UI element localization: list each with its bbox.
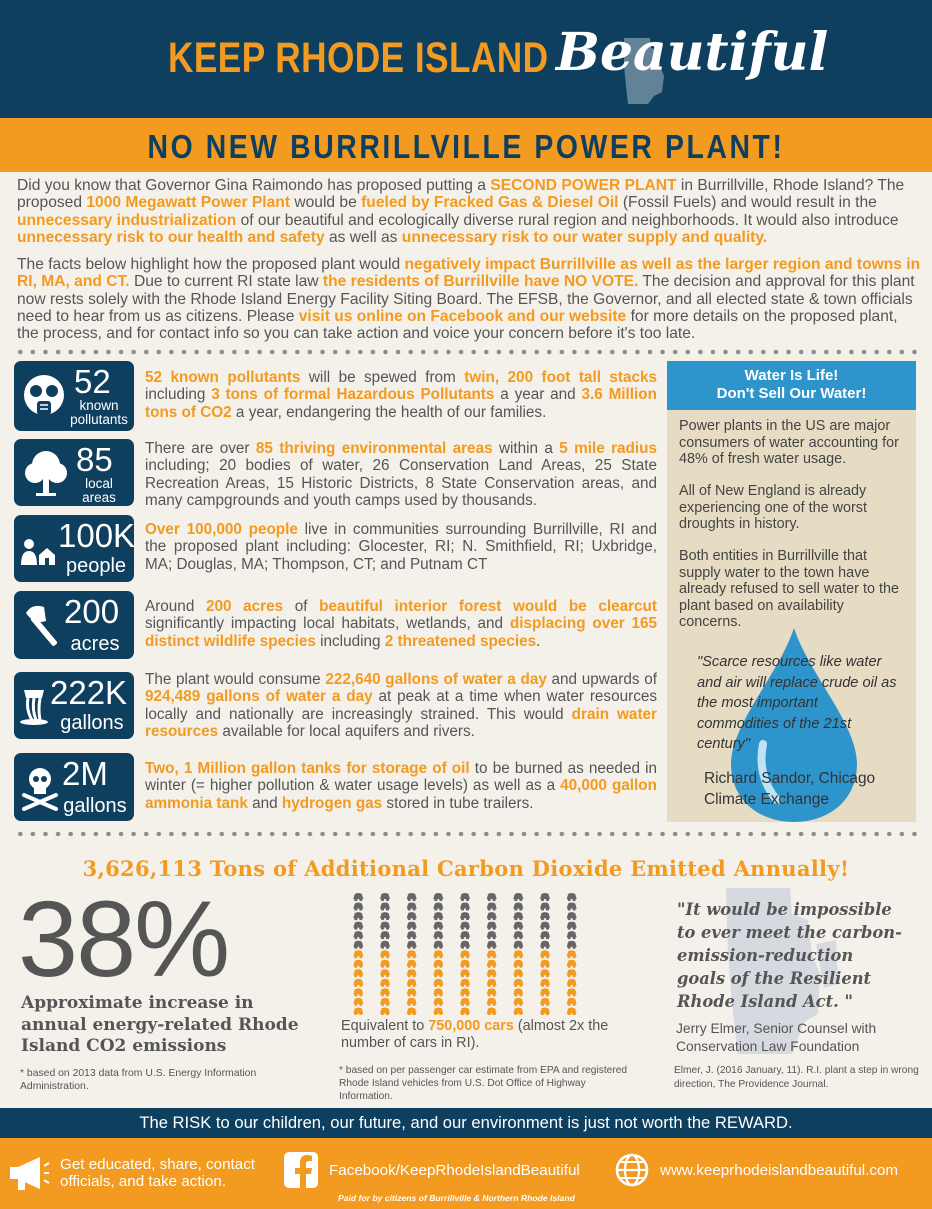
car-icon bbox=[407, 903, 417, 911]
highlight-text: displacing over 165 distinct wildlife species bbox=[145, 615, 658, 650]
car-icon bbox=[567, 941, 577, 949]
car-icon bbox=[433, 960, 443, 968]
car-icon bbox=[407, 893, 417, 901]
dotted-divider bbox=[14, 349, 918, 355]
car-icon bbox=[487, 893, 497, 901]
car-icon bbox=[380, 912, 390, 920]
cars-description bbox=[341, 1018, 611, 1051]
car-icon bbox=[353, 922, 363, 930]
car-icon bbox=[540, 950, 550, 958]
water-sidebar bbox=[667, 361, 916, 822]
body-text: would be bbox=[290, 194, 362, 212]
car-icon bbox=[460, 1007, 470, 1015]
stat-badge-oil bbox=[14, 753, 134, 821]
car-icon bbox=[487, 912, 497, 920]
stat-badge-areas bbox=[14, 439, 134, 506]
sidebar-paragraph-3: Both entities in Burrillville that supply water to the town have already refused to sell water to the plant based on availability concerns. bbox=[679, 548, 899, 630]
car-icon bbox=[460, 950, 470, 958]
car-icon bbox=[540, 969, 550, 977]
globe-icon bbox=[614, 1152, 650, 1188]
car-icon bbox=[353, 950, 363, 958]
highlight-text: Over 100,000 people bbox=[145, 521, 298, 538]
car-icon bbox=[487, 998, 497, 1006]
stat-label: local areas bbox=[82, 476, 116, 505]
body-text: in Burrillville, Rhode Island? The proposed bbox=[17, 177, 905, 212]
body-text: There are over bbox=[145, 440, 256, 457]
car-icon bbox=[407, 1007, 417, 1015]
stat-badge-water bbox=[14, 672, 134, 739]
car-icon bbox=[460, 893, 470, 901]
car-icon bbox=[487, 941, 497, 949]
car-icon bbox=[407, 969, 417, 977]
car-icon bbox=[540, 931, 550, 939]
car-icon bbox=[407, 941, 417, 949]
sidebar-paragraph-1: Power plants in the US are major consumers of water accounting for 48% of fresh water usage. bbox=[679, 418, 899, 467]
percent-increase: 38% bbox=[18, 878, 229, 999]
body-text: Due to current RI state law bbox=[129, 273, 323, 291]
highlight-text: 52 known pollutants bbox=[145, 369, 301, 386]
body-text: The facts below highlight how the proposed plant would bbox=[17, 256, 405, 273]
car-icon bbox=[567, 988, 577, 996]
body-text: a year, endangering the health of our families. bbox=[231, 403, 547, 421]
stat-number: 222K bbox=[50, 674, 128, 711]
car-icon bbox=[380, 941, 390, 949]
sidebar-quote-author: Richard Sandor, Chicago Climate Exchange bbox=[704, 770, 876, 808]
car-icon bbox=[380, 903, 390, 911]
body-text: Equivalent to bbox=[341, 1018, 429, 1034]
highlight-text: 40,000 gallon ammonia tank bbox=[145, 777, 657, 812]
stat-number: 200 bbox=[64, 593, 120, 630]
gas-mask-icon bbox=[22, 373, 66, 421]
car-icon bbox=[380, 950, 390, 958]
car-icon bbox=[433, 893, 443, 901]
car-icon bbox=[353, 979, 363, 987]
car-icon bbox=[487, 931, 497, 939]
elmer-quote: "It would be impossible to ever meet the carbon-emission-reduction goals of the Resilient Rhode Island Act. " bbox=[677, 900, 902, 1011]
water-drain-icon bbox=[18, 686, 50, 726]
car-icon bbox=[513, 950, 523, 958]
body-text: The decision and approval for this plant now rests solely with the Rhode Island Energy Facility Siting Board. The EFSB, the Governor, and all elected state & town officials need to hear from us as citizens. Please bbox=[17, 273, 915, 325]
car-icon bbox=[433, 931, 443, 939]
stat-label: gallons bbox=[60, 712, 124, 734]
header bbox=[0, 0, 932, 118]
car-icon bbox=[460, 960, 470, 968]
car-icon bbox=[540, 988, 550, 996]
stat-text-pollutants bbox=[145, 369, 657, 421]
body-text: of bbox=[283, 598, 320, 615]
car-icon bbox=[407, 960, 417, 968]
tree-icon bbox=[22, 447, 70, 499]
stat-badge-people bbox=[14, 515, 134, 582]
body-text: . bbox=[536, 632, 541, 650]
car-icon bbox=[540, 903, 550, 911]
car-icon bbox=[433, 1007, 443, 1015]
car-icon bbox=[353, 1007, 363, 1015]
paid-for-disclaimer: Paid for by citizens of Burrillville & Northern Rhode Island bbox=[338, 1193, 575, 1203]
highlight-text: 85 thriving environmental areas bbox=[255, 440, 493, 457]
car-icon bbox=[407, 922, 417, 930]
car-icon bbox=[487, 988, 497, 996]
facebook-link[interactable]: Facebook/KeepRhodeIslandBeautiful bbox=[329, 1162, 580, 1179]
stat-label: gallons bbox=[63, 795, 127, 817]
car-icon bbox=[407, 979, 417, 987]
highlight-text: unnecessary industrialization bbox=[17, 211, 237, 229]
stat-number: 52 bbox=[74, 363, 111, 400]
car-icon bbox=[513, 1007, 523, 1015]
body-text: including bbox=[315, 632, 385, 650]
car-icon bbox=[433, 969, 443, 977]
body-text: stored in tube trailers. bbox=[382, 794, 534, 812]
footer-call-to-action bbox=[60, 1156, 255, 1190]
car-icon bbox=[540, 922, 550, 930]
sidebar-paragraph-2: All of New England is already experiencing one of the worst droughts in history. bbox=[679, 483, 867, 532]
stat-badge-pollutants bbox=[14, 361, 134, 431]
megaphone-icon bbox=[8, 1154, 50, 1192]
car-icon bbox=[487, 922, 497, 930]
car-icon bbox=[513, 960, 523, 968]
car-icon bbox=[460, 998, 470, 1006]
highlight-text: 3.6 Million tons of CO2 bbox=[145, 386, 657, 421]
body-text: Around bbox=[145, 598, 206, 615]
car-icon bbox=[380, 931, 390, 939]
car-icon bbox=[353, 998, 363, 1006]
car-icon bbox=[567, 893, 577, 901]
highlight-text: 1000 Megawatt Power Plant bbox=[86, 194, 291, 212]
car-icon bbox=[460, 912, 470, 920]
website-link[interactable]: www.keeprhodeislandbeautiful.com bbox=[660, 1162, 899, 1179]
car-icon bbox=[513, 969, 523, 977]
people-home-icon bbox=[20, 537, 56, 569]
car-icon bbox=[407, 912, 417, 920]
highlight-text: drain water resources bbox=[145, 705, 657, 740]
body-text: at peak at a time when water resources locally and nationally are increasingly strained. This would bbox=[145, 688, 657, 723]
body-text: as well as bbox=[324, 228, 402, 246]
body-text: live in communities surrounding Burrillville, RI and the proposed plant including: Glocester, RI; N. Smithfield, RI; Uxbridge, MA; Douglas, MA; Thompson, CT; and Putnam CT bbox=[145, 521, 657, 573]
car-icon bbox=[433, 922, 443, 930]
car-icon bbox=[487, 903, 497, 911]
body-text: including; 20 bodies of water, 26 Conservation Land Areas, 25 State Recreation Areas, 15 Historic Districts, 8 State Conservation areas, and many campgrounds and youth camps used by thousands. bbox=[145, 457, 657, 509]
car-icon bbox=[353, 941, 363, 949]
car-icon bbox=[353, 988, 363, 996]
stat-number: 85 bbox=[76, 441, 113, 478]
cars-footnote: * based on per passenger car estimate from EPA and registered Rhode Island vehicles from U.S. Dot Office of Highway Information. bbox=[339, 1065, 628, 1102]
car-icon bbox=[567, 998, 577, 1006]
car-icon bbox=[513, 941, 523, 949]
stat-number: 100K bbox=[58, 517, 136, 554]
car-icon bbox=[487, 979, 497, 987]
car-icon bbox=[513, 931, 523, 939]
stat-text-water bbox=[145, 671, 657, 740]
car-icon bbox=[567, 960, 577, 968]
car-icon bbox=[353, 960, 363, 968]
car-icon bbox=[433, 979, 443, 987]
car-icon bbox=[540, 1007, 550, 1015]
footer bbox=[0, 1138, 932, 1209]
highlight-text: unnecessary risk to our health and safety bbox=[17, 228, 325, 246]
sidebar-header bbox=[667, 361, 916, 410]
car-icon bbox=[540, 960, 550, 968]
car-icon bbox=[487, 969, 497, 977]
car-icon bbox=[460, 922, 470, 930]
highlight-text: twin, 200 foot tall stacks bbox=[464, 369, 658, 386]
headline-banner bbox=[0, 118, 932, 172]
highlight-text: visit us online on Facebook and our website bbox=[298, 307, 627, 325]
header-title: KEEP RHODE ISLAND bbox=[168, 34, 549, 82]
car-icon bbox=[513, 922, 523, 930]
car-icon bbox=[487, 960, 497, 968]
car-icon bbox=[433, 903, 443, 911]
car-icon bbox=[380, 922, 390, 930]
stat-text-people bbox=[145, 521, 657, 573]
highlight-text: beautiful interior forest would be clearcut bbox=[319, 598, 657, 615]
highlight-text: 5 mile radius bbox=[559, 440, 658, 457]
highlight-text: SECOND POWER PLANT bbox=[490, 177, 677, 194]
car-icon bbox=[567, 922, 577, 930]
car-icon bbox=[487, 950, 497, 958]
highlight-text: 200 acres bbox=[205, 598, 284, 615]
body-text: will be spewed from bbox=[300, 369, 465, 386]
car-icon bbox=[353, 903, 363, 911]
car-icon bbox=[540, 998, 550, 1006]
car-icon bbox=[460, 931, 470, 939]
highlight-text: unnecessary risk to our water supply and quality. bbox=[401, 228, 768, 246]
body-text: significantly impacting local habitats, wetlands, and bbox=[145, 615, 510, 633]
intro-paragraph-1 bbox=[17, 177, 922, 246]
dotted-divider bbox=[14, 831, 918, 837]
body-text: The plant would consume bbox=[145, 671, 326, 688]
body-text: (Fossil Fuels) and would result in the bbox=[618, 194, 877, 212]
car-icon bbox=[567, 912, 577, 920]
stat-text-oil bbox=[145, 760, 657, 812]
car-icon bbox=[353, 893, 363, 901]
car-icon bbox=[433, 941, 443, 949]
car-icon bbox=[353, 931, 363, 939]
highlight-text: negatively impact Burrillville as well as the larger region and towns in RI, MA, and CT. bbox=[17, 256, 921, 291]
car-icon bbox=[380, 1007, 390, 1015]
facebook-icon[interactable] bbox=[284, 1152, 318, 1188]
co2-title: 3,626,113 Tons of Additional Carbon Dioxide Emitted Annually! bbox=[82, 856, 850, 881]
body-text: available for local aquifers and rivers. bbox=[218, 722, 475, 740]
highlight-text: 750,000 cars bbox=[428, 1018, 514, 1034]
car-icon bbox=[540, 893, 550, 901]
car-icon bbox=[460, 979, 470, 987]
sidebar-quote: "Scarce resources like water and air will replace crude oil as the most important commodities of the 21st century" bbox=[697, 654, 897, 752]
car-icon bbox=[380, 960, 390, 968]
car-icon bbox=[460, 941, 470, 949]
car-icon bbox=[487, 1007, 497, 1015]
highlight-text: 222,640 gallons of water a day bbox=[325, 671, 547, 688]
body-text: for more details on the proposed plant, the process, and for contact info so you can take action and voice your concern before it's too late. bbox=[17, 307, 898, 343]
highlight-text: Two, 1 Million gallon tanks for storage of oil bbox=[145, 760, 470, 777]
highlight-text: fueled by Fracked Gas & Diesel Oil bbox=[361, 194, 619, 212]
car-icon bbox=[407, 998, 417, 1006]
footer-action-line1: Get educated, share, contact bbox=[60, 1156, 256, 1173]
car-icon bbox=[513, 998, 523, 1006]
car-icon bbox=[380, 979, 390, 987]
car-icon bbox=[433, 950, 443, 958]
car-icon bbox=[567, 1007, 577, 1015]
stat-text-areas bbox=[145, 440, 657, 509]
sidebar-title-line2: Don't Sell Our Water! bbox=[716, 385, 867, 402]
highlight-text: the residents of Burrillville have NO VOTE. bbox=[322, 273, 639, 291]
cars-grid bbox=[345, 891, 585, 1015]
car-icon bbox=[460, 969, 470, 977]
body-text: to be burned as needed in winter (= higher pollution & water usage levels) as well as a bbox=[145, 760, 657, 795]
car-icon bbox=[513, 893, 523, 901]
body-text: including bbox=[145, 386, 212, 404]
car-icon bbox=[380, 988, 390, 996]
footer-action-line2: officials, and take action. bbox=[60, 1173, 227, 1190]
highlight-text: 2 threatened species bbox=[384, 632, 537, 650]
car-icon bbox=[380, 893, 390, 901]
body-text: and upwards of bbox=[546, 671, 657, 688]
car-icon bbox=[433, 998, 443, 1006]
elmer-quote-source: Elmer, J. (2016 January, 11). R.I. plant a step in wrong direction, The Providence Journal. bbox=[674, 1065, 919, 1090]
car-icon bbox=[567, 950, 577, 958]
percent-description: Approximate increase in annual energy-related Rhode Island CO2 emissions bbox=[21, 993, 299, 1057]
car-icon bbox=[407, 931, 417, 939]
stat-label: people bbox=[65, 555, 127, 577]
car-icon bbox=[540, 979, 550, 987]
car-icon bbox=[407, 950, 417, 958]
car-icon bbox=[380, 969, 390, 977]
car-icon bbox=[433, 912, 443, 920]
highlight-text: 924,489 gallons of water a day bbox=[145, 688, 373, 706]
stat-label: acres bbox=[70, 633, 120, 655]
car-icon bbox=[460, 903, 470, 911]
stat-number: 2M bbox=[62, 755, 108, 792]
car-icon bbox=[513, 903, 523, 911]
highlight-text: 3 tons of formal Hazardous Pollutants bbox=[211, 386, 495, 404]
elmer-quote-author: Jerry Elmer, Senior Counsel with Conservation Law Foundation bbox=[676, 1021, 877, 1054]
car-icon bbox=[513, 912, 523, 920]
highlight-text: hydrogen gas bbox=[281, 794, 383, 812]
car-icon bbox=[513, 979, 523, 987]
car-icon bbox=[513, 988, 523, 996]
sidebar-title-line1: Water Is Life! bbox=[744, 367, 839, 384]
car-icon bbox=[433, 988, 443, 996]
body-text: within a bbox=[492, 440, 560, 457]
body-text: (almost 2x the number of cars in RI). bbox=[341, 1018, 609, 1051]
intro-paragraph-2 bbox=[17, 256, 922, 342]
percent-footnote: * based on 2013 data from U.S. Energy Information Administration. bbox=[20, 1068, 257, 1092]
body-text: a year and bbox=[494, 386, 582, 404]
car-icon bbox=[567, 903, 577, 911]
car-icon bbox=[353, 912, 363, 920]
stat-badge-acres bbox=[14, 591, 134, 659]
stat-text-acres bbox=[145, 598, 657, 650]
car-icon bbox=[540, 941, 550, 949]
car-icon bbox=[380, 998, 390, 1006]
car-icon bbox=[567, 969, 577, 977]
car-icon bbox=[540, 912, 550, 920]
body-text: and bbox=[247, 794, 282, 812]
risk-banner: The RISK to our children, our future, and our environment is just not worth the REWARD. bbox=[0, 1108, 932, 1138]
skull-crossbones-icon bbox=[20, 765, 60, 811]
axe-icon bbox=[22, 603, 66, 649]
car-icon bbox=[407, 988, 417, 996]
car-icon bbox=[567, 931, 577, 939]
stat-label: known pollutants bbox=[70, 398, 128, 427]
car-icon bbox=[353, 969, 363, 977]
header-script-title: Beautiful bbox=[556, 22, 829, 83]
car-icon bbox=[460, 988, 470, 996]
body-text: of our beautiful and ecologically diverse rural region and neighborhoods. It would also introduce bbox=[236, 211, 899, 229]
headline: NO NEW BURRILLVILLE POWER PLANT! bbox=[147, 128, 785, 165]
body-text: Did you know that Governor Gina Raimondo has proposed putting a bbox=[17, 177, 491, 194]
car-icon bbox=[567, 979, 577, 987]
